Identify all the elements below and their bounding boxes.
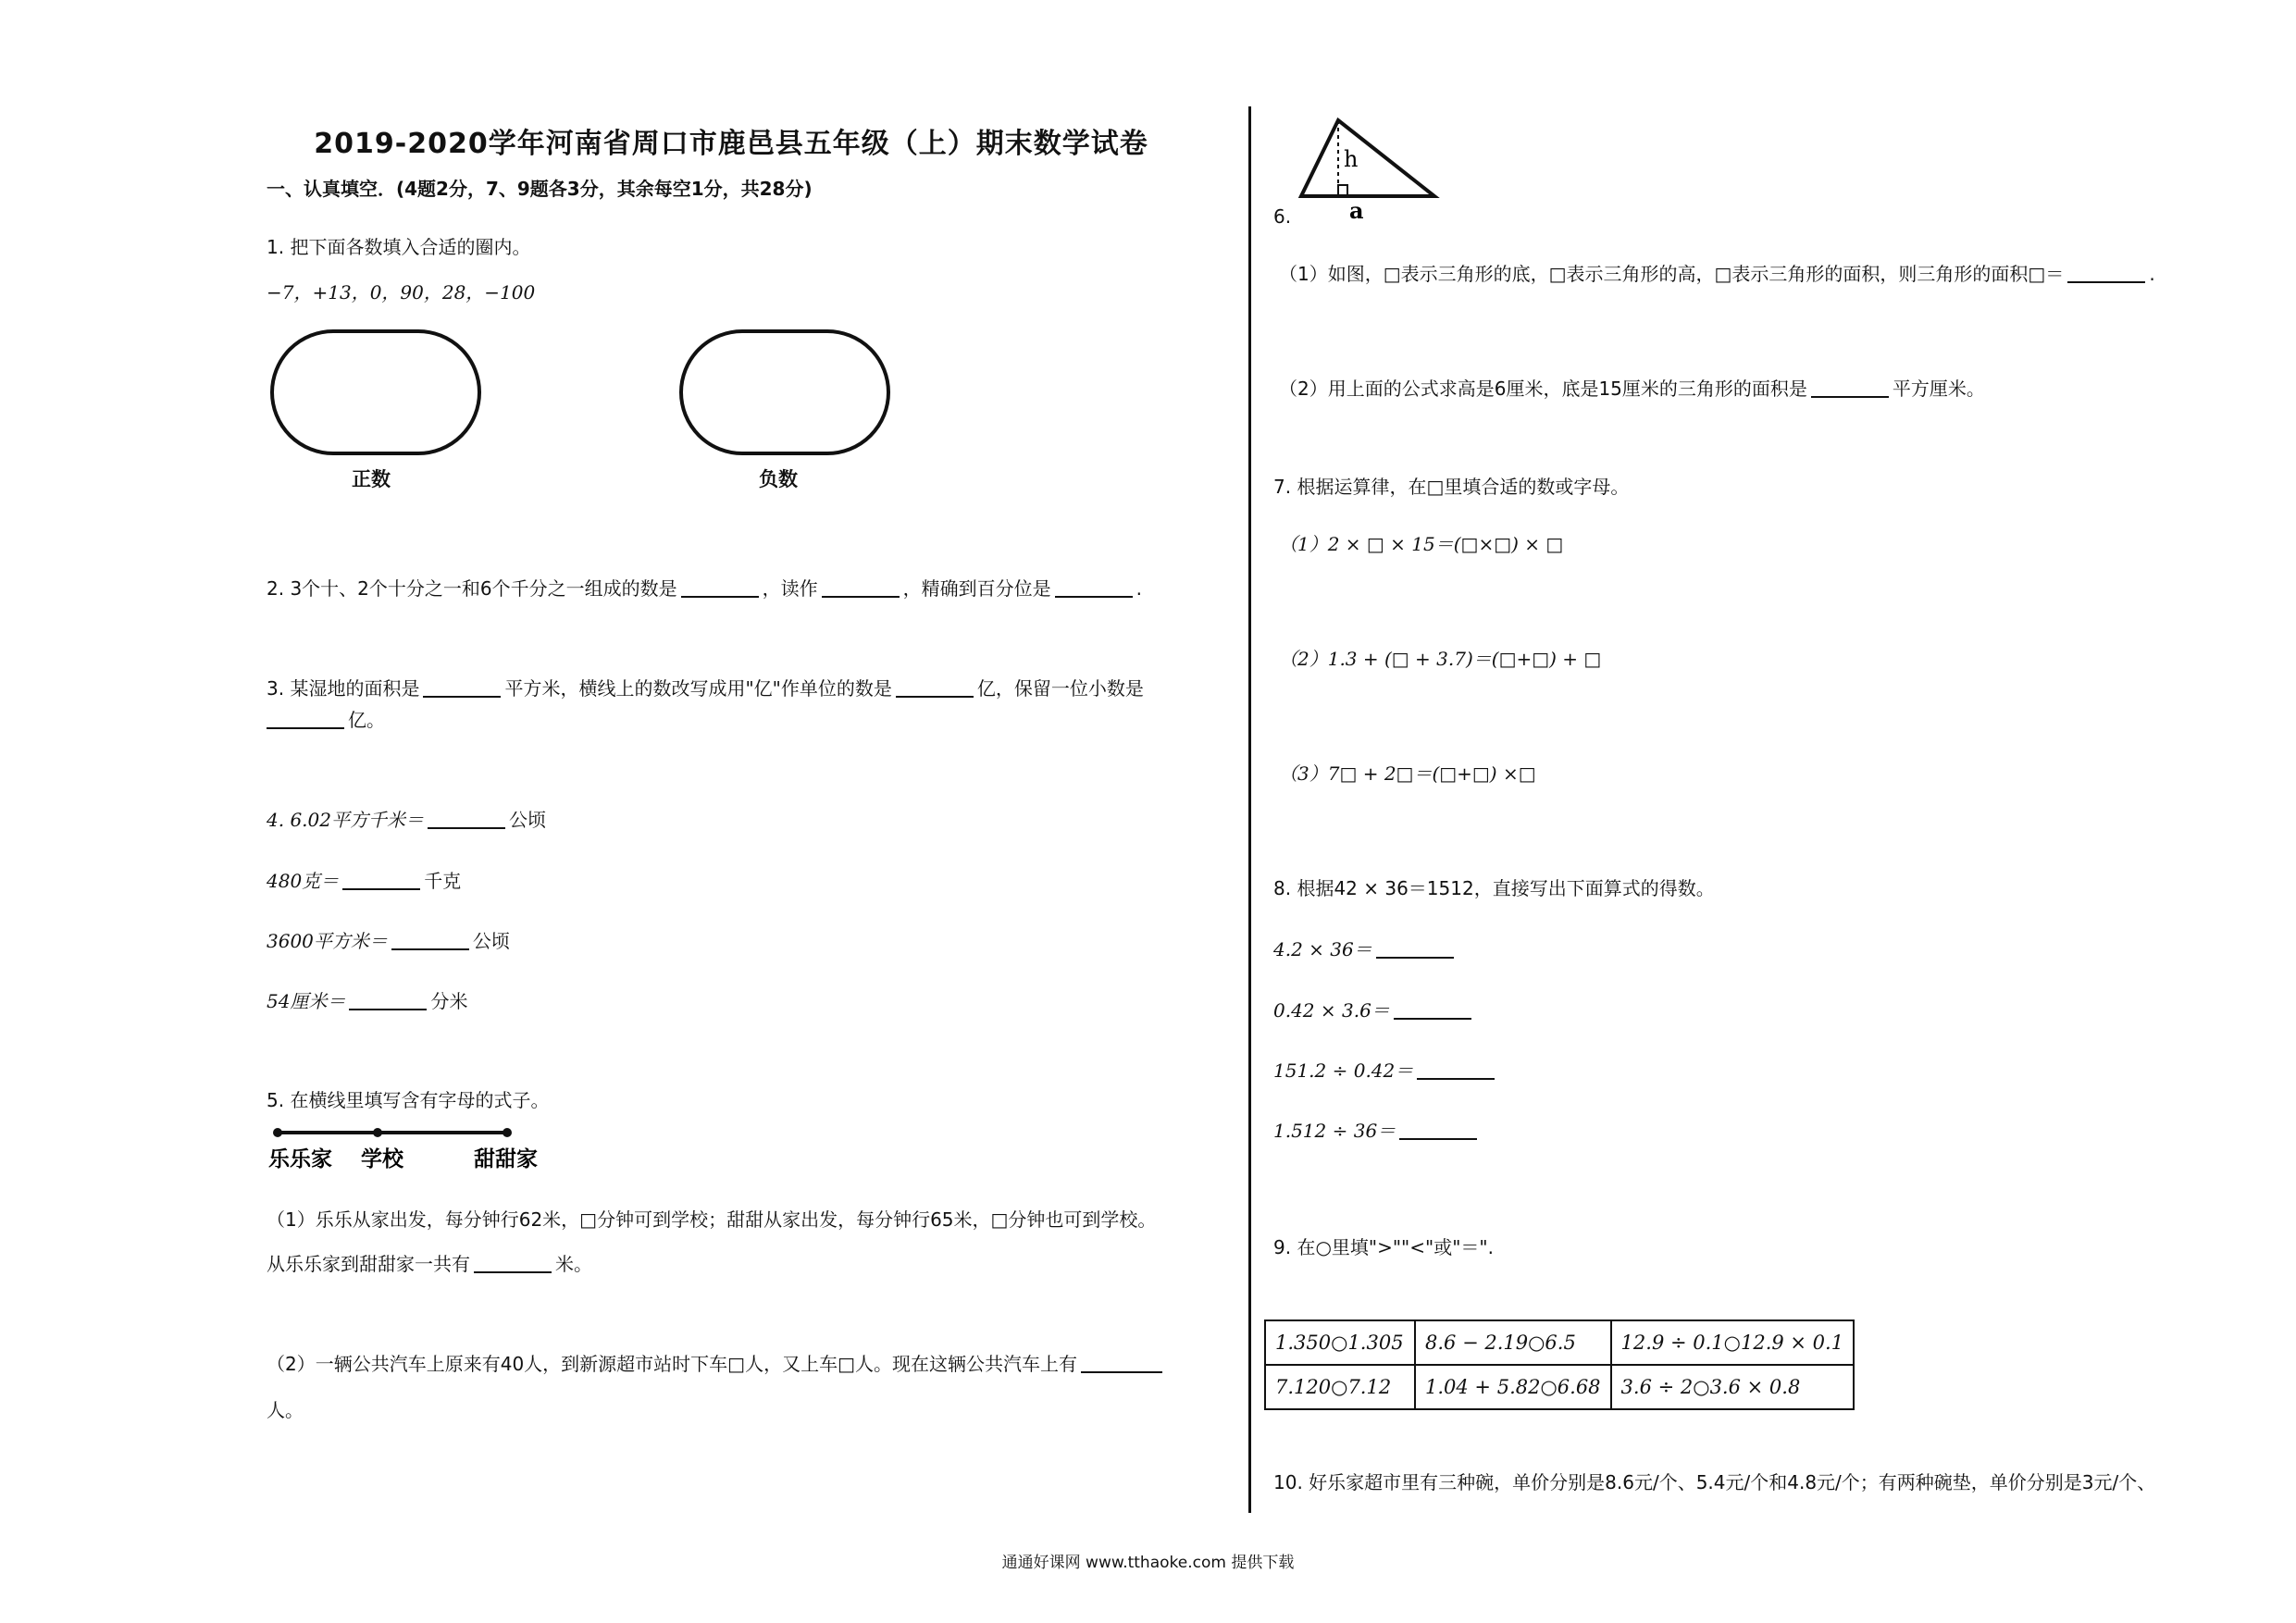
answer-blank[interactable] xyxy=(267,711,344,729)
table-cell[interactable]: 12.9 ÷ 0.1○12.9 × 0.1 xyxy=(1611,1320,1855,1365)
question-4-line-1 xyxy=(267,807,546,833)
answer-blank[interactable] xyxy=(1399,1121,1477,1140)
question-8-line-4 xyxy=(1273,1118,1481,1144)
answer-blank[interactable] xyxy=(822,579,900,598)
positive-oval xyxy=(270,329,481,455)
comparison-table xyxy=(1264,1319,1855,1410)
triangle-shape xyxy=(1301,120,1434,196)
q5-p1-unit: 米。 xyxy=(555,1253,592,1275)
answer-blank[interactable] xyxy=(681,579,759,598)
answer-blank[interactable] xyxy=(474,1255,552,1273)
route-diagram xyxy=(268,1120,565,1175)
question-5: 5. 在横线里填写含有字母的式子。 xyxy=(267,1089,550,1111)
q4-l3-unit: 公顷 xyxy=(472,930,510,952)
question-6-number: 6. xyxy=(1273,205,1292,228)
question-3-cont xyxy=(263,707,385,733)
question-7-line-2: （2）1.3 + (□ + 3.7)＝(□+□) + □ xyxy=(1279,648,1602,670)
q4-l2-text: 480克＝ xyxy=(267,870,340,892)
q4-l1-text: 4. 6.02平方千米＝ xyxy=(267,809,424,831)
question-4-line-3 xyxy=(267,928,510,954)
answer-blank[interactable] xyxy=(391,932,469,950)
q8-l2-text: 0.42 × 3.6＝ xyxy=(1273,999,1390,1022)
answer-blank[interactable] xyxy=(1376,940,1454,959)
answer-blank[interactable] xyxy=(349,992,427,1010)
question-7-line-1: （1）2 × □ × 15＝(□×□) × □ xyxy=(1279,533,1564,555)
question-6-part-1 xyxy=(1279,261,2155,287)
question-3 xyxy=(267,675,1144,701)
route-label-tiantian: 甜甜家 xyxy=(474,1146,538,1171)
q6-p2-unit: 平方厘米。 xyxy=(1892,378,1985,400)
table-cell[interactable]: 3.6 ÷ 2○3.6 × 0.8 xyxy=(1611,1365,1855,1409)
table-row xyxy=(1265,1365,1854,1409)
question-1: 1. 把下面各数填入合适的圈内。 xyxy=(267,236,531,258)
question-6-part-2 xyxy=(1279,376,1985,402)
q6-p1-text: （1）如图，□表示三角形的底，□表示三角形的高，□表示三角形的面积，则三角形的面积□＝ xyxy=(1279,263,2065,285)
question-4-line-2 xyxy=(267,868,461,894)
column-divider xyxy=(1248,106,1251,1513)
question-5-part-2 xyxy=(267,1351,1166,1377)
answer-blank[interactable] xyxy=(2067,265,2145,283)
question-2-text: ，读作 xyxy=(762,577,818,600)
height-label: h xyxy=(1344,146,1359,172)
question-2-text: ，精确到百分位是 xyxy=(902,577,1051,600)
question-3-text: 亿，保留一位小数是 xyxy=(976,677,1144,700)
answer-blank[interactable] xyxy=(423,679,501,698)
answer-blank[interactable] xyxy=(1394,1001,1471,1020)
question-7: 7. 根据运算律，在□里填合适的数或字母。 xyxy=(1273,476,1630,498)
q4-l4-unit: 分米 xyxy=(430,990,468,1012)
question-8-line-1 xyxy=(1273,936,1458,962)
answer-blank[interactable] xyxy=(896,679,974,698)
negative-label: 负数 xyxy=(759,467,798,490)
page-footer: 通通好课网 www.tthaoke.com 提供下载 xyxy=(1001,1554,1295,1572)
q5-p1-text: 从乐乐家到甜甜家一共有 xyxy=(267,1253,470,1275)
base-label: a xyxy=(1349,197,1364,224)
answer-blank[interactable] xyxy=(342,872,420,890)
answer-blank[interactable] xyxy=(1417,1061,1495,1080)
positive-label: 正数 xyxy=(352,467,391,490)
table-cell[interactable]: 7.120○7.12 xyxy=(1265,1365,1415,1409)
question-3-text: 平方米，横线上的数改写成用"亿"作单位的数是 xyxy=(504,677,892,700)
question-3-text: 3. 某湿地的面积是 xyxy=(267,677,420,700)
q4-l4-text: 54厘米＝ xyxy=(267,990,346,1012)
answer-blank[interactable] xyxy=(1081,1355,1162,1373)
question-5-part-2-cont: 人。 xyxy=(267,1399,304,1421)
answer-blank[interactable] xyxy=(1055,579,1133,598)
q8-l3-text: 151.2 ÷ 0.42＝ xyxy=(1273,1059,1414,1082)
question-10: 10. 好乐家超市里有三种碗，单价分别是8.6元/个、5.4元/个和4.8元/个；有两种碗垫，单价分别是3元/个、 xyxy=(1273,1471,2156,1493)
answer-blank[interactable] xyxy=(428,811,505,829)
table-cell[interactable]: 8.6 − 2.19○6.5 xyxy=(1415,1320,1611,1365)
section-heading: 一、认真填空．(4题2分，7、9题各3分，其余每空1分，共28分) xyxy=(267,178,813,200)
q4-l3-text: 3600平方米＝ xyxy=(267,930,388,952)
question-7-line-3: （3）7□ + 2□＝(□+□) ×□ xyxy=(1279,762,1536,785)
question-2 xyxy=(267,576,1142,601)
question-5-part-1-cont xyxy=(267,1251,592,1277)
route-point-tiantian xyxy=(503,1128,512,1137)
question-1-numbers: −7，+13，0，90，28，−100 xyxy=(267,281,536,304)
question-5-part-1: （1）乐乐从家出发，每分钟行62米，□分钟可到学校；甜甜从家出发，每分钟行65米，□分钟也可到学校。 xyxy=(267,1208,1157,1231)
q4-l1-unit: 公顷 xyxy=(508,809,546,831)
route-label-lele: 乐乐家 xyxy=(268,1146,332,1171)
answer-blank[interactable] xyxy=(1811,379,1889,398)
question-8-line-3 xyxy=(1273,1058,1498,1084)
question-3-text: 亿。 xyxy=(348,709,385,731)
triangle-figure xyxy=(1296,113,1444,224)
table-cell[interactable]: 1.350○1.305 xyxy=(1265,1320,1415,1365)
question-9: 9. 在○里填">""<"或"＝". xyxy=(1273,1236,1494,1258)
page-title: 2019-2020学年河南省周口市鹿邑县五年级（上）期末数学试卷 xyxy=(314,128,1148,160)
question-4-line-4 xyxy=(267,988,467,1014)
question-2-text: . xyxy=(1136,577,1142,600)
route-label-school: 学校 xyxy=(361,1146,403,1171)
question-8: 8. 根据42 × 36＝1512，直接写出下面算式的得数。 xyxy=(1273,877,1715,899)
route-point-school xyxy=(373,1128,382,1137)
q4-l2-unit: 千克 xyxy=(424,870,462,892)
q6-p1-end: . xyxy=(2149,263,2155,285)
q8-l4-text: 1.512 ÷ 36＝ xyxy=(1273,1120,1396,1142)
q5-p2-text: （2）一辆公共汽车上原来有40人，到新源超市站时下车□人，又上车□人。现在这辆公共汽车上有 xyxy=(267,1353,1077,1375)
table-cell[interactable]: 1.04 + 5.82○6.68 xyxy=(1415,1365,1611,1409)
route-point-home xyxy=(273,1128,282,1137)
question-8-line-2 xyxy=(1273,997,1475,1023)
table-row xyxy=(1265,1320,1854,1365)
q6-p2-text: （2）用上面的公式求高是6厘米，底是15厘米的三角形的面积是 xyxy=(1279,378,1807,400)
q8-l1-text: 4.2 × 36＝ xyxy=(1273,938,1372,960)
question-2-text: 2. 3个十、2个十分之一和6个千分之一组成的数是 xyxy=(267,577,677,600)
negative-oval xyxy=(679,329,890,455)
